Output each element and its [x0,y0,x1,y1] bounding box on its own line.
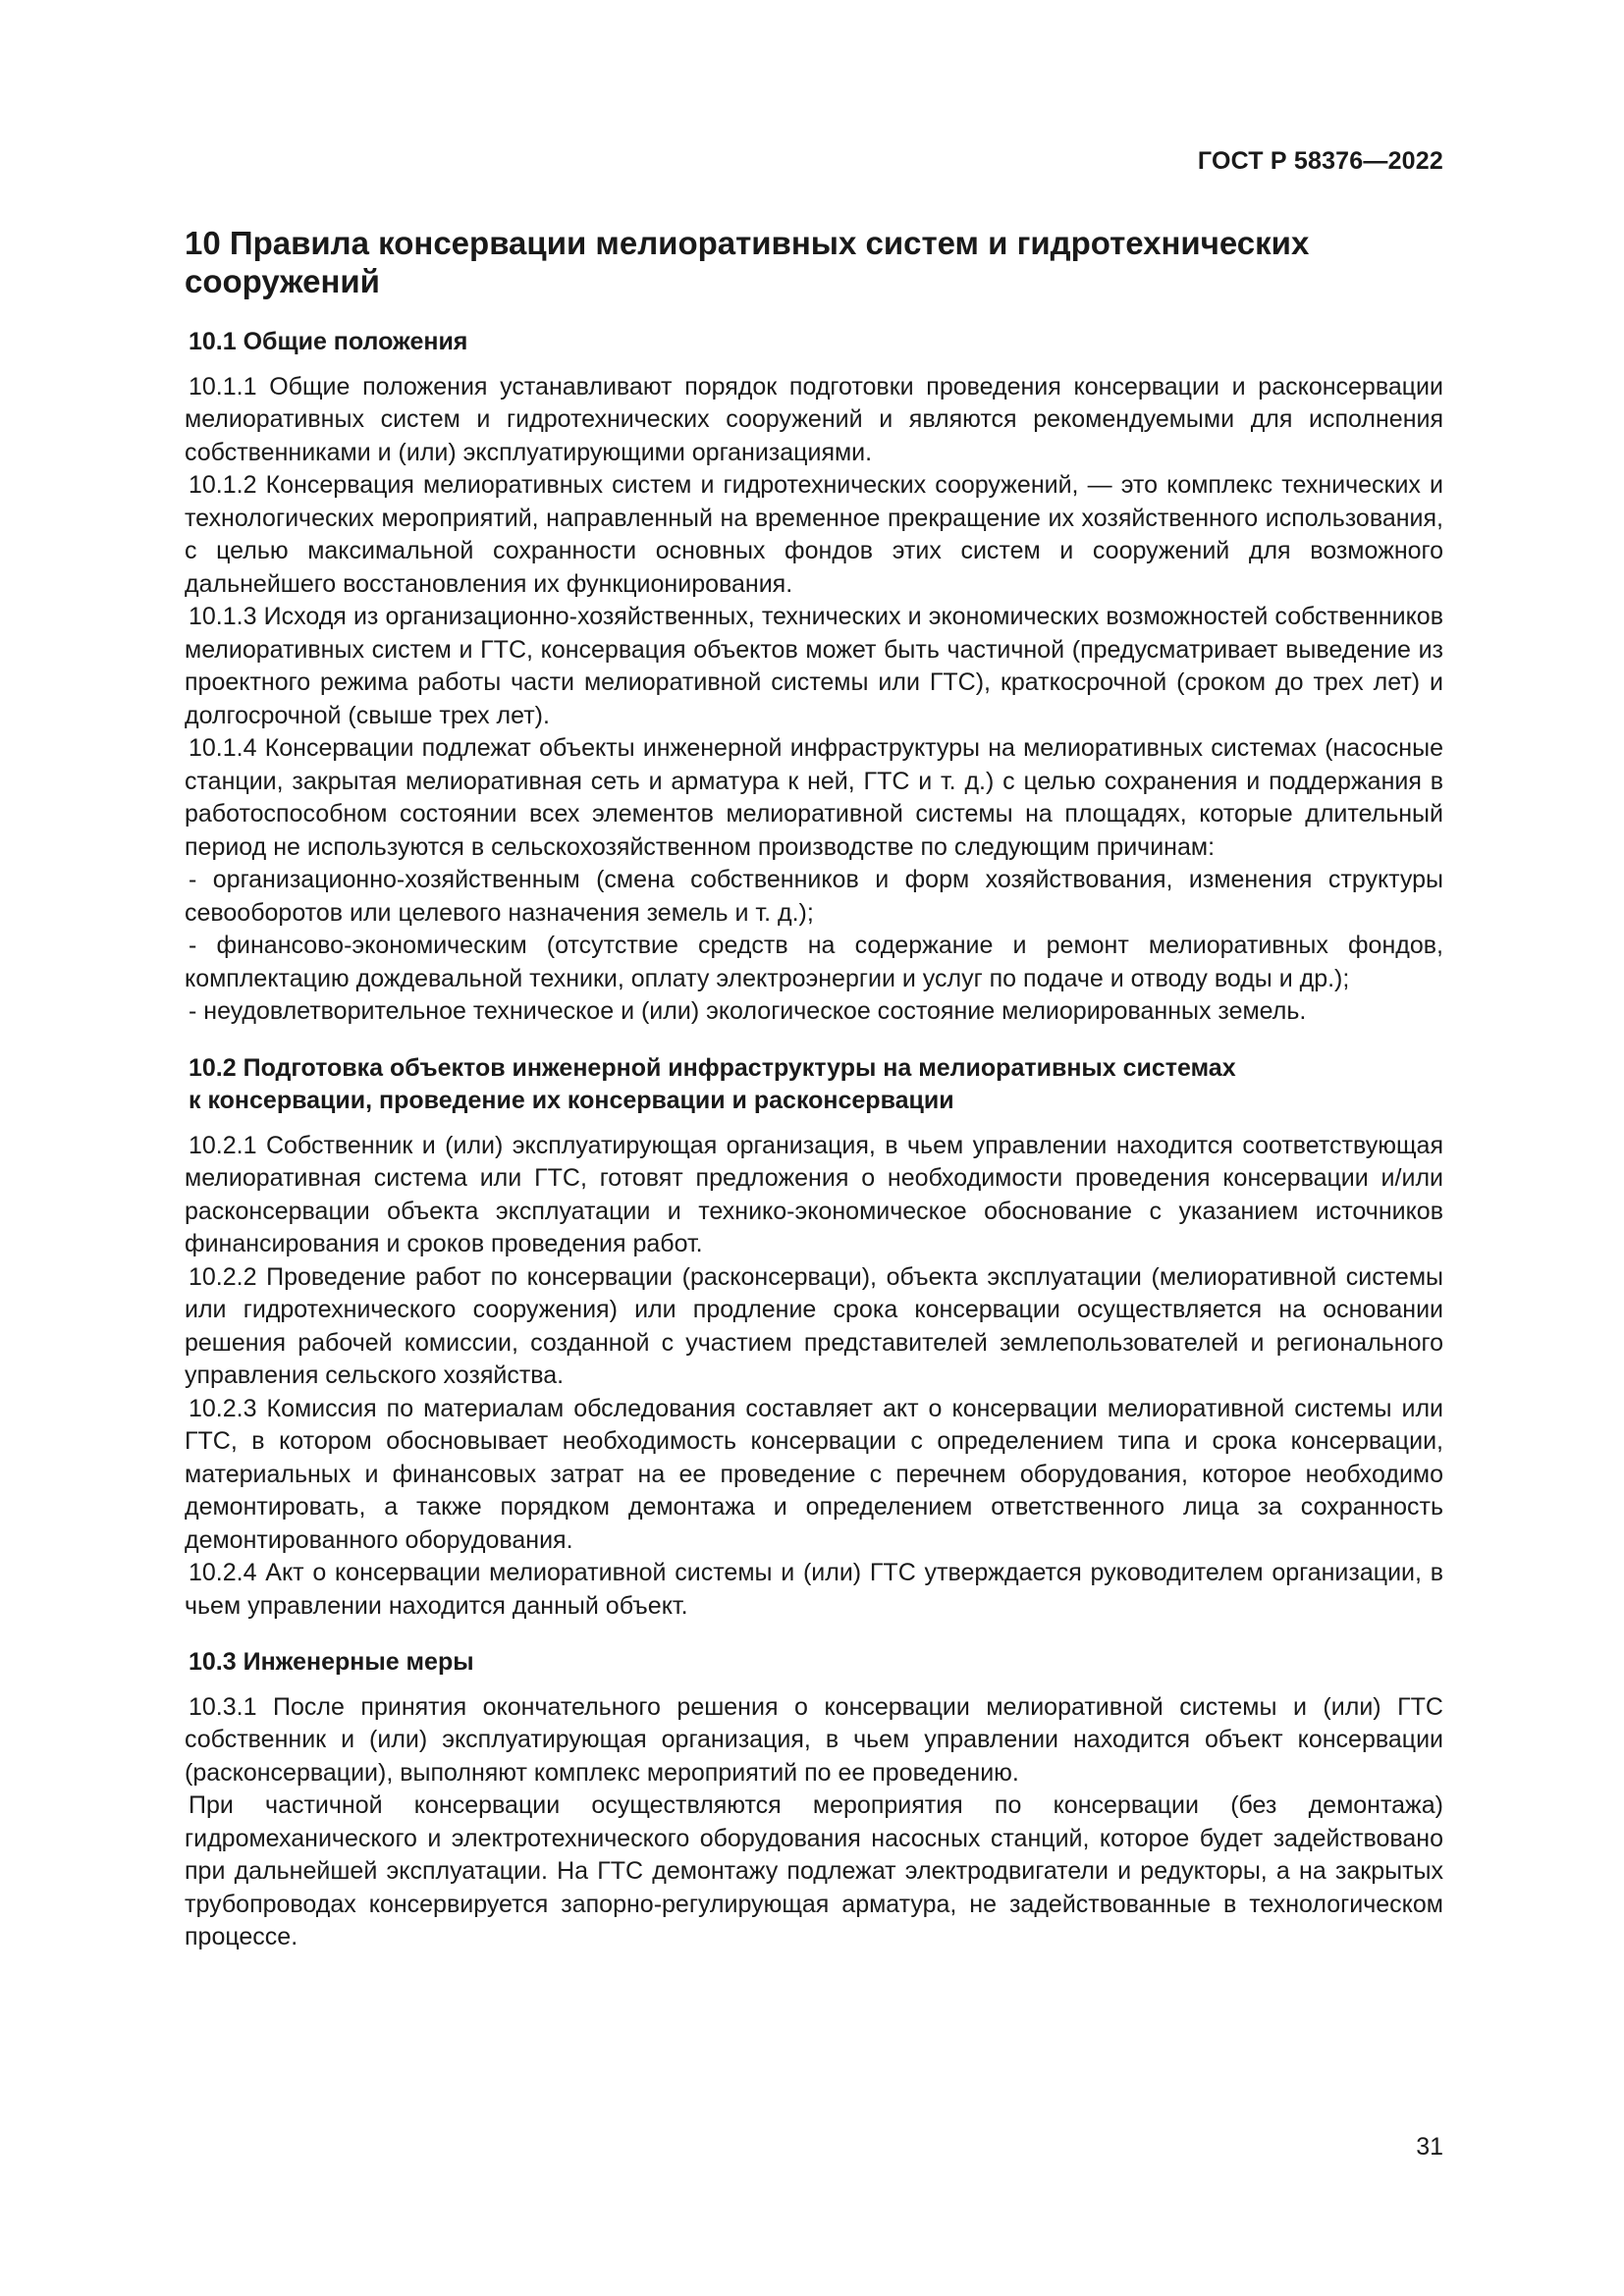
subsection-heading-10-2-line2: к консервации, проведение их консервации и расконсервации [189,1087,954,1114]
subsection-heading-10-2 [185,1052,1443,1118]
list-item-organizational: - организационно-хозяйственным (смена собственников и форм хозяйствования, изменения структуры севооборотов или целевого назначения земель и т. д.); [185,866,1443,927]
paragraph-partial-conservation: При частичной консервации осуществляются мероприятия по консервации (без демонтажа) гидромеханического и электротехнического оборудования насосных станций, которое будет задействовано при дальнейшей эксплуатации. На ГТС демонтажу подлежат электродвигатели и редукторы, а на закрытых трубопроводах консервируется запорно-регулирующая арматура, не задействованные в технологическом процессе. [185,1791,1443,1950]
list-item-financial: - финансово-экономическим (отсутствие средств на содержание и ремонт мелиоративных фондов, комплектацию дождевальной техники, оплату электроэнергии и услуг по подаче и отводу воды и др.); [185,932,1443,992]
paragraph-10-3-1: 10.3.1 После принятия окончательного решения о консервации мелиоративной системы и (или) ГТС собственник и (или) эксплуатирующая организация, в чьем управлении находится объект консервации (расконсервации), выполняют комплекс мероприятий по ее проведению. [185,1692,1443,1787]
subsection-heading-10-3: 10.3 Инженерные меры [189,1648,474,1676]
list-item-technical-state: - неудовлетворительное техническое и (или) экологическое состояние мелиорированных земель. [189,997,1307,1025]
paragraph-10-2-2: 10.2.2 Проведение работ по консервации (расконсерваци), объекта эксплуатации (мелиоративной системы или гидротехнического сооружения) или продление срока консервации осуществляется на основании решения рабочей комиссии, созданной с участием представителей землепользователей и регионального управления сельского хозяйства. [185,1262,1443,1389]
paragraph-10-1-2: 10.1.2 Консервация мелиоративных систем и гидротехнических сооружений, — это комплекс технических и технологических мероприятий, направленный на временное прекращение их хозяйственного использования, с целью максимальной сохранности основных фондов этих систем и сооружений для возможного дальнейшего восстановления их функционирования. [185,471,1443,598]
subsection-heading-10-1: 10.1 Общие положения [189,328,468,355]
paragraph-10-2-1: 10.2.1 Собственник и (или) эксплуатирующая организация, в чьем управлении находится соответствующая мелиоративная система или ГТС, готовят предложения о необходимости проведения консервации и/или расконсервации объекта эксплуатации и технико-экономическое обоснование с указанием источников финансирования и сроков проведения работ. [185,1131,1443,1257]
paragraph-10-2-3: 10.2.3 Комиссия по материалам обследования составляет акт о консервации мелиоративной системы или ГТС, в котором обосновывает необходимость консервации с определением типа и срока консервации, материальных и финансовых затрат на ее проведение с перечнем оборудования, которое необходимо демонтировать, а также порядком демонтажа и определением ответственного лица за сохранность демонтированного оборудования. [185,1394,1443,1554]
document-code: ГОСТ Р 58376—2022 [1197,147,1443,175]
paragraph-10-1-4: 10.1.4 Консервации подлежат объекты инженерной инфраструктуры на мелиоративных системах (насосные станции, закрытая мелиоративная сеть и арматура к ней, ГТС и т. д.) с целью сохранения и поддержания в работоспособном состоянии всех элементов мелиоративной системы на площадях, которые длительный период не используются в сельскохозяйственном производстве по следующим причинам: [185,734,1443,861]
section-title: 10 Правила консервации мелиоративных систем и гидротехнических сооружений [185,225,1310,299]
paragraph-10-1-3: 10.1.3 Исходя из организационно-хозяйственных, технических и экономических возможностей собственников мелиоративных систем и ГТС, консервация объектов может быть частичной (предусматривает выведение из проектного режима работы части мелиоративной системы или ГТС), краткосрочной (сроком до трех лет) и долгосрочной (свыше трех лет). [185,603,1443,729]
subsection-heading-10-2-line1: 10.2 Подготовка объектов инженерной инфраструктуры на мелиоративных системах [189,1053,1236,1082]
paragraph-10-1-1: 10.1.1 Общие положения устанавливают порядок подготовки проведения консервации и расконсервации мелиоративных систем и гидротехнических сооружений и являются рекомендуемыми для исполнения собственниками и (или) эксплуатирующими организациями. [185,372,1443,466]
page-number: 31 [1416,2133,1443,2161]
document-body [185,224,1443,1954]
paragraph-10-2-4: 10.2.4 Акт о консервации мелиоративной системы и (или) ГТС утверждается руководителем организации, в чьем управлении находится данный объект. [185,1559,1443,1620]
